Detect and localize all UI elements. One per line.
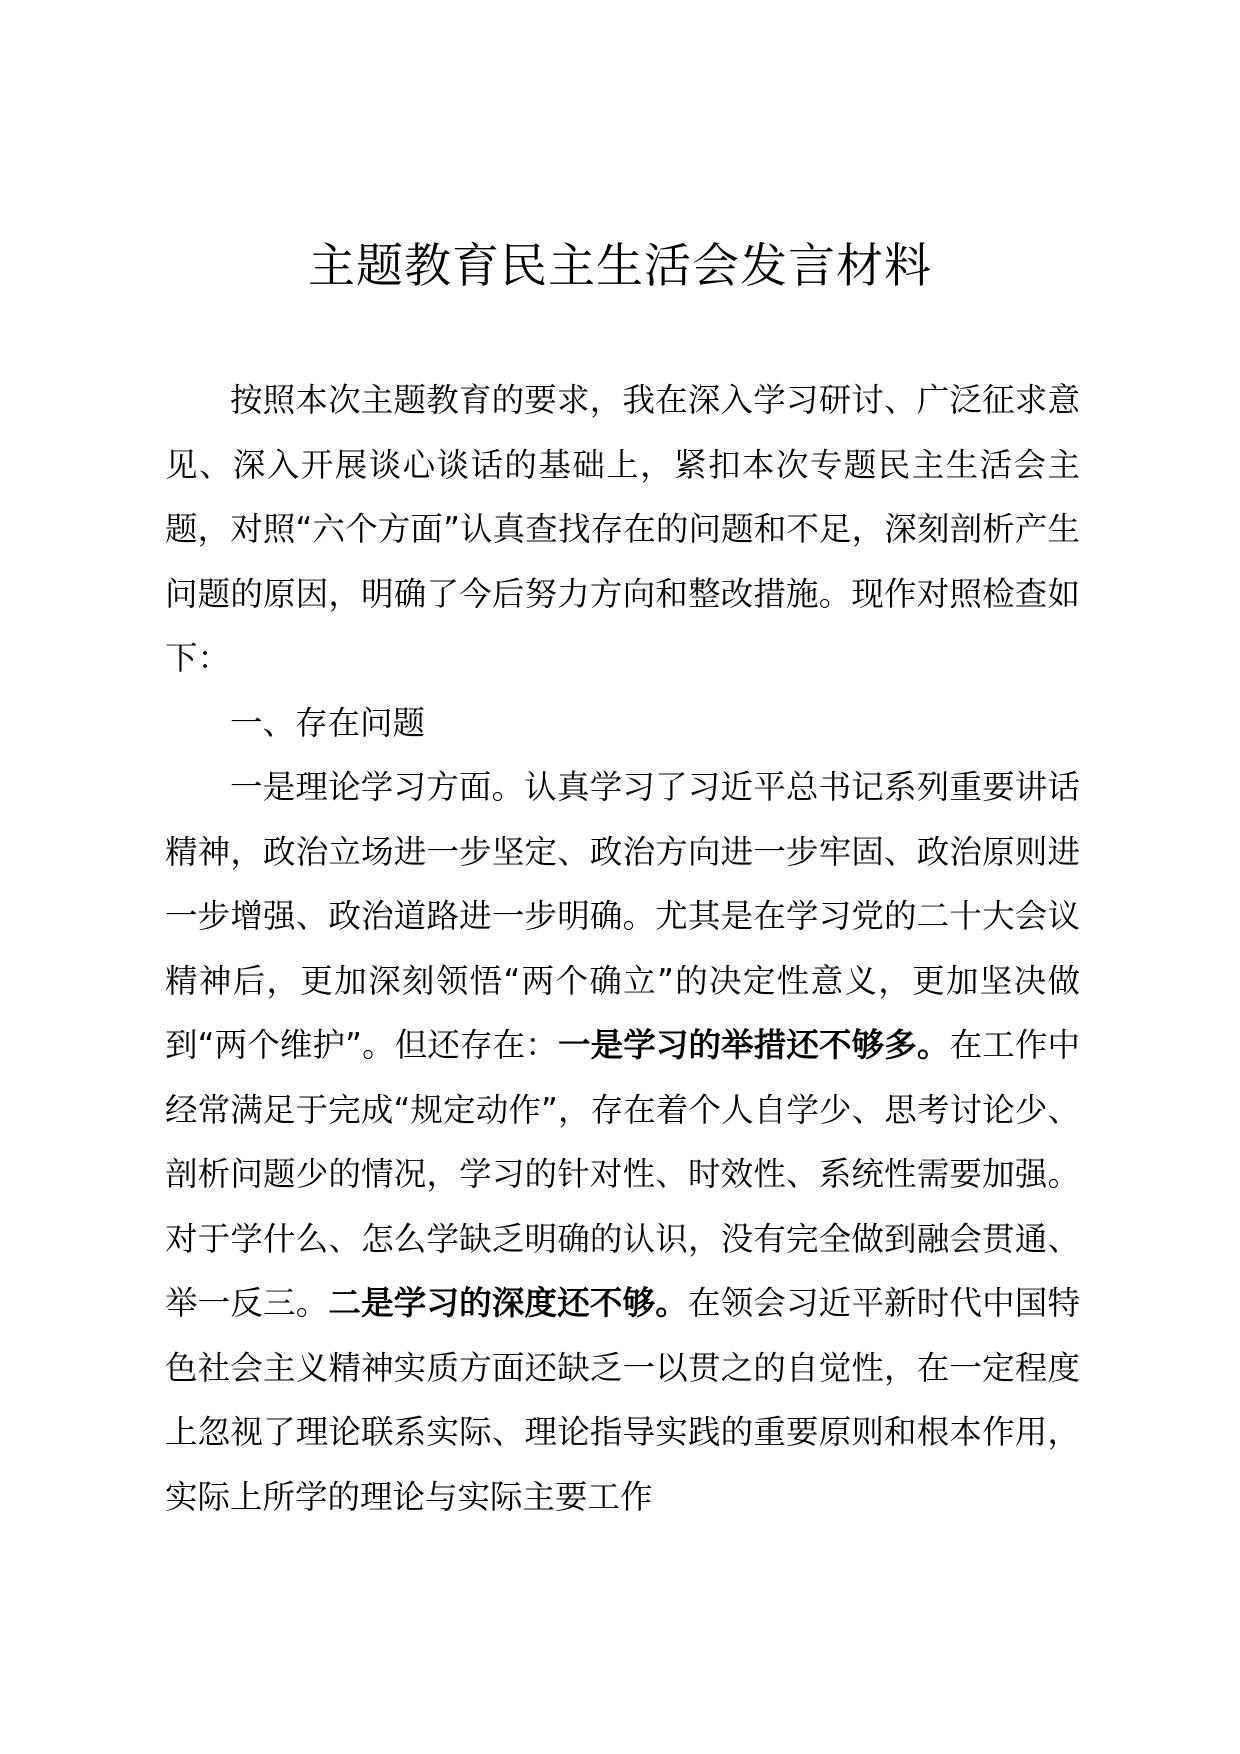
point1-heading: 一是学习的举措还不够多。 bbox=[557, 1026, 950, 1064]
document-body bbox=[165, 368, 1080, 1529]
point2-body: 在领会习近平新时代中国特色社会主义精神实质方面还缺乏一以贯之的自觉性，在一定程度上忽视了理论联系实际、理论指导实践的重要原则和根本作用，实际上所学的理论与实际主要工作 bbox=[165, 1284, 1080, 1516]
section-heading: 一、存在问题 bbox=[230, 703, 426, 742]
intro-paragraph: 按照本次主题教育的要求，我在深入学习研讨、广泛征求意见、深入开展谈心谈话的基础上，紧扣本次专题民主生活会主题，对照“六个方面”认真查找存在的问题和不足，深刻剖析产生问题的原因，明确了今后努力方向和整改措施。现作对照检查如下： bbox=[165, 381, 1080, 677]
theory-study-paragraph bbox=[165, 755, 1080, 1529]
document-title: 主题教育民主生活会发言材料 bbox=[308, 239, 932, 294]
point2-heading: 二是学习的深度还不够。 bbox=[328, 1284, 688, 1322]
point1-body: 在工作中经常满足于完成“规定动作”，存在着个人自学少、思考讨论少、剖析问题少的情况，学习的针对性、时效性、系统性需要加强。对于学什么、怎么学缺乏明确的认识，没有完全做到融会贯通、举一反三。 bbox=[165, 1026, 1080, 1322]
theory-opening-text: 一是理论学习方面。认真学习了习近平总书记系列重要讲话精神，政治立场进一步坚定、政治方向进一步牢固、政治原则进一步增强、政治道路进一步明确。尤其是在学习党的二十大会议精神后，更加深刻领悟“两个确立”的决定性意义，更加坚决做到“两个维护”。但还存在： bbox=[165, 768, 1080, 1064]
